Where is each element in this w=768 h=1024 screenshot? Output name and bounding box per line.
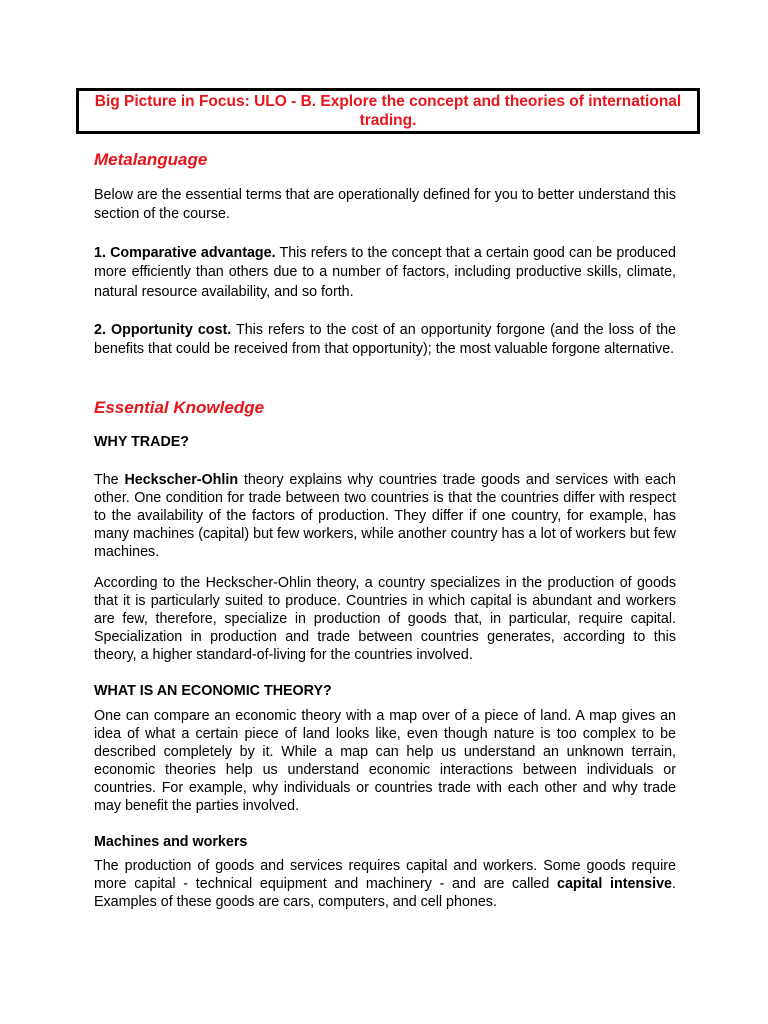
essential-knowledge-heading: Essential Knowledge — [94, 398, 265, 417]
machines-workers-heading: Machines and workers — [94, 834, 248, 850]
economic-theory-heading: WHAT IS AN ECONOMIC THEORY? — [94, 683, 332, 699]
text-run: theory explains why countries trade goods and services with each other. One condition for trade between two countries is that the countries differ with respect to the availability of the factors of production. They differ if one country, for example, has many machines (capital) but few workers, while another country has a lot of workers but few machines. — [94, 472, 677, 560]
term-label: 2. Opportunity cost. — [94, 322, 232, 338]
why-trade-heading: WHY TRADE? — [94, 434, 190, 450]
term-comparative-advantage — [94, 244, 676, 302]
metalanguage-intro: Below are the essential terms that are operationally defined for you to better understand this section of the course. — [94, 187, 676, 223]
term-opportunity-cost — [94, 321, 676, 360]
text-run: The — [94, 472, 125, 488]
term-definition: This refers to the concept that a certain good can be produced more efficiently than others due to a number of factors, including productive skills, climate, natural resource availability, and so forth. — [94, 245, 676, 300]
text-run: The production of goods and services requires capital and workers. Some goods require more capital - technical equipment and machinery - and are called — [94, 858, 676, 892]
metalanguage-heading: Metalanguage — [94, 150, 208, 169]
why-trade-paragraph-1 — [94, 471, 676, 561]
term-heckscher-ohlin: Heckscher-Ohlin — [124, 472, 239, 488]
economic-theory-paragraph: One can compare an economic theory with a map over of a piece of land. A map gives an idea of what a certain piece of land looks like, even though nature is too complex to be described completely by it. While a map can help us understand an unknown terrain, economic theories help us understand economic interactions between individuals or countries. For example, why individuals or countries trade with each other and why trade may benefit the parties involved. — [94, 708, 676, 814]
term-definition: This refers to the cost of an opportunity forgone (and the loss of the benefits that could be received from that opportunity); the most valuable forgone alternative. — [94, 322, 676, 358]
why-trade-paragraph-2: According to the Heckscher-Ohlin theory, a country specializes in the production of goods that it is particularly suited to produce. Countries in which capital is abundant and workers are few, therefore, specialize in production of goods that, in particular, require capital. Specialization in production and trade between countries generates, according to this theory, a higher standard-of-living for the countries involved. — [94, 575, 676, 663]
banner-title: Big Picture in Focus: ULO - B. Explore the concept and theories of international trading. — [94, 93, 682, 129]
term-label: 1. Comparative advantage. — [94, 245, 276, 261]
title-banner — [76, 88, 700, 134]
term-capital-intensive: capital intensive — [557, 876, 673, 892]
text-run: . Examples of these goods are cars, computers, and cell phones. — [94, 876, 676, 910]
machines-workers-paragraph — [94, 857, 676, 911]
